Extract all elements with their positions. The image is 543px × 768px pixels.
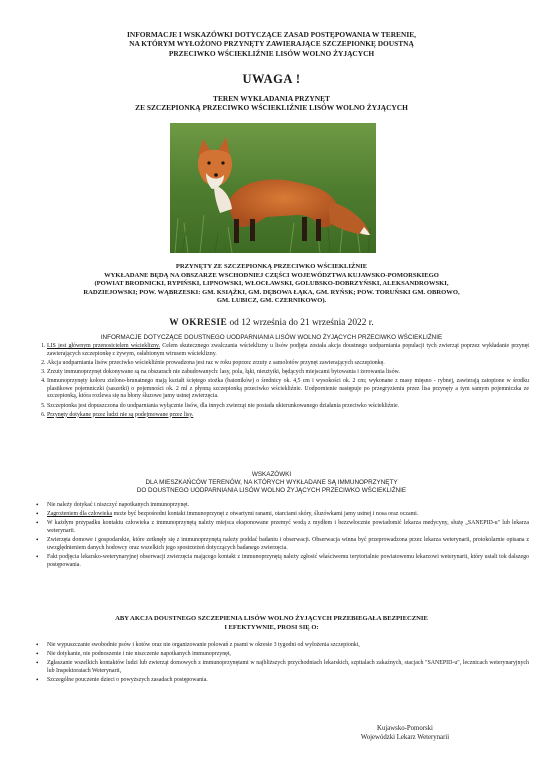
info-item — [47, 369, 529, 377]
warning-heading: UWAGA ! — [242, 72, 301, 86]
protection-list — [33, 642, 529, 686]
protection-item: • Szczególne pouczenie dzieci o powyższych zasadach postępowania. — [47, 677, 529, 685]
advice-list — [33, 502, 529, 571]
info-heading: INFORMACJE DOTYCZĄCE DOUSTNEGO UODPARNIANIA LISÓW WOLNO ŻYJĄCYCH PRZECIWKO WŚCIEKLIŹNIE — [100, 334, 443, 341]
advice-item-text: Fakt podjęcia lekarsko-weterynaryjnej obserwacji zwierzęcia mającego kontakt z immunoprzynętą należy zgłosić właściwemu terytorialnie powiatowemu lekarzowi weterynarii, który ustali tok dalszego postępowania. — [47, 553, 529, 568]
signature-line: Kujawsko-Pomorski — [377, 725, 433, 732]
document-title — [70, 30, 473, 58]
signature-line: Wojewódzki Lekarz Weterynarii — [360, 733, 450, 741]
protection-item: • Nie wypuszczanie swobodnie psów i kotów oraz nie organizowanie polowań z psami w okresie 3 tygodni od wyłożenia szczepionki, — [47, 642, 529, 650]
info-item-lead: LIS jest głównym przenosicielem wścieklizny. — [47, 343, 161, 349]
protection-heading — [70, 615, 473, 633]
period-dates: od 12 września do 21 września 2022 r. — [227, 318, 374, 328]
protection-heading-line: I EFEKTYWNIE, PROSI SIĘ O: — [224, 623, 319, 631]
title-line: INFORMACJE I WSKAZÓWKI DOTYCZĄCE ZASAD POSTĘPOWANIA W TERENIE, — [127, 30, 416, 39]
info-item-text: Akcja uodparniania lisów przeciwko wściekliźnie prowadzona jest raz w roku poprzez zrzuty z samolotów przynęt zawierających szczepionkę. — [47, 359, 385, 366]
region-line: WYKŁADANE BĘDĄ NA OBSZARZE WSCHODNIEJ CZĘŚCI WOJEWÓDZTWA KUJAWSKO-POMORSKIEGO — [104, 271, 439, 279]
fox-photo — [170, 123, 376, 253]
region-line: (POWIAT BRODNICKI, RYPIŃSKI, LIPNOWSKI, WŁOCŁAWSKI, GOLUBSKO-DOBRZYŃSKI, ALEKSANDROWSKI, — [94, 280, 449, 288]
advice-item — [47, 554, 529, 569]
advice-item-text: Nie należy dotykać i niszczyć napotkanych immunoprzynęt. — [47, 502, 190, 508]
protection-heading-line: ABY AKCJA DOUSTNEGO SZCZEPIENIA LISÓW WOLNO ŻYJĄCYCH PRZEBIEGAŁA BEZPIECZNIE — [115, 615, 428, 622]
protection-item: • Zgłaszanie wszelkich kontaktów ludzi lub zwierząt domowych z immunoprzynętami w najbliższych przychodniach lekarskich, szpitalach zakaźnych, stacjach "SANEPID-u", lecznicach weterynaryjnych lub Inspektoratach Weterynarii, — [47, 660, 529, 675]
subtitle — [100, 94, 443, 112]
info-item-text: Zrzuty immunoprzynęt dokonywane są na obszarach nie zabudowanych: lasy, pola, łąki, nieużytki, będących miejscami bytowania i żerowania lisów. — [47, 368, 400, 375]
info-item-text: Celem skutecznego zwalczania wścieklizny u lisów podjęta została akcja doustnego uodparniania populacji tych zwierząt poprzez wykładanie przynęt zawierających szczepionkę z żywym, osłabionym wirusem wścieklizny. — [47, 343, 529, 357]
info-item — [47, 412, 529, 420]
advice-item-text: Zwierzęta domowe i gospodarskie, które zetknęły się z immunoprzynętą należy poddać badaniu i obserwacji. Obserwacja winna być przeprowadzona przez lekarza weterynarii, protokolarnie opisana z uwzględnieniem danych hodowcy oraz wszelkich jego spostrzeżeń dotyczących badanego zwierzęcia. — [47, 537, 529, 551]
info-item-lead: Przynęty dotykane przez ludzi nie są podejmowane przez lisy. — [47, 411, 194, 418]
info-item-text: Szczepionka jest dopuszczona do uodparniania wyłącznie lisów, dla innych zwierząt nie posiada ukierunkowanego działania przeciwko wściekliźnie. — [47, 402, 400, 409]
protection-item: • Nie dotykanie, nie podnoszenie i nie niszczenie napotkanych immunoprzynęt, — [47, 651, 529, 659]
region-line: GM. LUBICZ, GM. CZERNIKOWO). — [216, 297, 327, 305]
info-item — [47, 343, 529, 358]
advice-item-text: W każdym przypadku kontaktu człowieka z immunoprzynętą należy miejsca eksponowane przemyć wodą z mydłem i bezzwłocznie powiadomić lekarza medycyny, służę „SANEPID-u" lub lekarza weterynarii. — [47, 520, 529, 534]
info-item-text: Immunoprzynęty koloru zielono-brunatnego mają kształt ściętego stożka (batoników) o średnicy ok. 4,5 cm i wysokości ok. 2 cm; wykonane z masy mięsno - rybnej, zawierają zatopione w środku plastikowe pojemniczki (saszetki) o pojemności ok. 2 ml z płynną szczepionką przeciwko wściekliźnie. Uodpornienie następuje po przegryzieniu przez lisa przynęty a tym samym pojemniczka ze szczepionką, która rozlewa się na błony śluzowe jamy ustnej zwierzęcia. — [47, 378, 529, 400]
period-lead: W OKRESIE — [169, 318, 228, 328]
advice-heading-line: WSKAZÓWKI — [251, 471, 292, 478]
region-line: PRZYNĘTY ZE SZCZEPIONKĄ PRZECIWKO WŚCIEKLIŹNIE — [175, 263, 368, 270]
advice-item — [47, 537, 529, 552]
region-description — [62, 263, 481, 306]
title-line: NA KTÓRYM WYŁOŻONO PRZYNĘTY ZAWIERAJĄCE SZCZEPIONKĘ DOUSTNĄ — [129, 39, 414, 49]
info-item — [47, 403, 529, 411]
period-line — [0, 318, 543, 328]
advice-item — [47, 520, 529, 535]
advice-heading — [70, 471, 473, 495]
info-list — [33, 343, 529, 421]
subtitle-line: ZE SZCZEPIONKĄ PRZECIWKO WŚCIEKLIŹNIE LISÓW WOLNO ŻYJĄCYCH — [135, 103, 408, 112]
title-line: PRZECIWKO WŚCIEKLIŹNIE LISÓW WOLNO ŻYJĄCYCH — [168, 48, 375, 58]
region-line: RADZIEJOWSKI; POW. WĄBRZESKI: GM. KSIĄŻKI, GM. DĘBOWA ŁĄKA, GM. RYŃSK; POW. TORUŃSKI GM. OBROWO, — [83, 288, 460, 296]
advice-heading-line: DO DOUSTNEGO UODPARNIANIA LISÓW WOLNO ŻYJĄCYCH PRZECIWKO WŚCIEKLIŹNIE — [136, 487, 407, 494]
subtitle-line: TEREN WYKŁADANIA PRZYNĘT — [213, 94, 330, 103]
info-item — [47, 360, 529, 368]
advice-item — [47, 502, 529, 510]
info-item — [47, 378, 529, 401]
advice-heading-line: DLA MIESZKAŃCÓW TERENÓW, NA KTÓRYCH WYKŁADANE SĄ IMMUNOPRZYNĘTY — [145, 479, 398, 486]
signature — [330, 725, 480, 742]
advice-item — [47, 511, 529, 519]
advice-item-text: może być bezpośredni kontakt immunoprzynęt z otwartymi ranami, otarciami skóry, śluzówkami jamy ustnej i nosa oraz oczami. — [112, 511, 419, 518]
advice-item-lead: Zagrożeniem dla człowieka — [47, 511, 113, 518]
